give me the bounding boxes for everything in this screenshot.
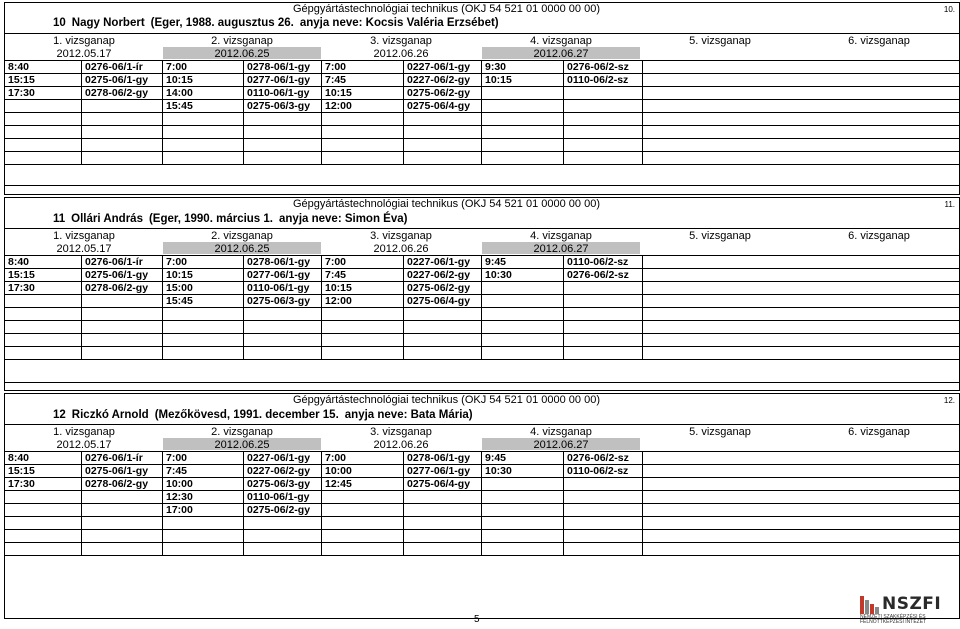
- table-row: [5, 152, 959, 165]
- time-cell: [5, 347, 82, 359]
- block-header: [5, 198, 959, 210]
- time-cell: [482, 113, 564, 125]
- time-cell: 15:45: [163, 100, 244, 112]
- module-cell: [564, 491, 643, 503]
- table-row: [5, 100, 959, 113]
- time-cell: [482, 87, 564, 99]
- table-row: [5, 517, 959, 530]
- candidate-mother: anyja neve: Simon Éva): [279, 213, 408, 225]
- module-cell: 0275-06/1-gy: [82, 465, 163, 477]
- time-cell: 10:15: [163, 74, 244, 86]
- module-cell: 0227-06/1-gy: [404, 256, 482, 268]
- module-cell: 0278-06/1-gy: [244, 256, 322, 268]
- exam-day-label: 1. vizsganap: [53, 426, 115, 438]
- module-cell: 0227-06/1-gy: [404, 61, 482, 73]
- time-cell: 17:30: [5, 282, 82, 294]
- module-cell: 0276-06/1-ír: [82, 452, 163, 464]
- qualification-title: Gépgyártástechnológiai technikus (OKJ 54 521 01 0000 00 00): [293, 394, 600, 406]
- time-cell: [163, 347, 244, 359]
- time-cell: 12:30: [163, 491, 244, 503]
- page-number: 5: [474, 614, 480, 625]
- time-cell: 7:00: [163, 256, 244, 268]
- module-cell: 0276-06/2-sz: [564, 61, 643, 73]
- time-cell: [482, 139, 564, 151]
- module-cell: [244, 543, 322, 555]
- module-cell: 0276-06/2-sz: [564, 452, 643, 464]
- module-cell: 0275-06/3-gy: [244, 295, 322, 307]
- exam-day-label: 1. vizsganap: [53, 230, 115, 242]
- time-cell: [482, 282, 564, 294]
- exam-day-label: 4. vizsganap: [530, 35, 592, 47]
- table-row: [5, 269, 959, 282]
- candidate-birth: (Eger, 1988. augusztus 26.: [150, 17, 294, 29]
- exam-date: 2012.05.17: [56, 439, 112, 451]
- logo-mark-icon: [860, 596, 880, 614]
- time-cell: [5, 100, 82, 112]
- time-cell: [322, 491, 404, 503]
- exam-date: 2012.05.17: [56, 243, 112, 255]
- time-cell: 10:15: [322, 87, 404, 99]
- time-cell: 17:30: [5, 478, 82, 490]
- candidate-name: Nagy Norbert: [71, 17, 145, 29]
- time-cell: 17:30: [5, 87, 82, 99]
- module-cell: 0110-06/1-gy: [244, 491, 322, 503]
- module-cell: [404, 321, 482, 333]
- module-cell: [564, 517, 643, 529]
- module-cell: [82, 126, 163, 138]
- block-header: [5, 3, 959, 15]
- time-cell: [482, 334, 564, 346]
- module-cell: [564, 347, 643, 359]
- exam-day-label: 2. vizsganap: [211, 230, 273, 242]
- time-cell: [5, 504, 82, 516]
- time-cell: [482, 491, 564, 503]
- time-cell: [5, 139, 82, 151]
- time-cell: [482, 504, 564, 516]
- time-cell: [5, 321, 82, 333]
- time-cell: 12:45: [322, 478, 404, 490]
- time-cell: 15:15: [5, 465, 82, 477]
- exam-date: 2012.06.27: [533, 243, 589, 255]
- module-cell: 0278-06/2-gy: [82, 282, 163, 294]
- module-cell: 0275-06/3-gy: [244, 100, 322, 112]
- time-cell: 14:00: [163, 87, 244, 99]
- time-cell: [5, 295, 82, 307]
- qualification-title: Gépgyártástechnológiai technikus (OKJ 54 521 01 0000 00 00): [293, 198, 600, 210]
- time-cell: 15:15: [5, 74, 82, 86]
- module-cell: 0276-06/2-sz: [564, 269, 643, 281]
- time-cell: 7:00: [322, 61, 404, 73]
- header-separator: [5, 228, 959, 229]
- module-cell: [82, 347, 163, 359]
- block-index: 10.: [943, 5, 955, 14]
- exam-day-label: 1. vizsganap: [53, 35, 115, 47]
- module-cell: 0277-06/1-gy: [244, 269, 322, 281]
- module-cell: [564, 478, 643, 490]
- time-cell: [322, 152, 404, 164]
- time-cell: [322, 334, 404, 346]
- time-cell: [482, 543, 564, 555]
- time-cell: [322, 126, 404, 138]
- time-cell: [163, 113, 244, 125]
- logo-subtitle: [860, 615, 926, 625]
- table-row: [5, 504, 959, 517]
- module-cell: 0275-06/1-gy: [82, 74, 163, 86]
- module-cell: 0227-06/2-gy: [404, 269, 482, 281]
- module-cell: [564, 139, 643, 151]
- module-cell: [404, 347, 482, 359]
- exam-date: 2012.06.25: [214, 439, 270, 451]
- table-row: [5, 321, 959, 334]
- time-cell: [5, 126, 82, 138]
- time-cell: [163, 126, 244, 138]
- time-cell: [163, 517, 244, 529]
- header-separator: [5, 424, 959, 425]
- module-cell: [404, 504, 482, 516]
- time-cell: 8:40: [5, 61, 82, 73]
- exam-date: 2012.06.26: [373, 439, 429, 451]
- candidate-mother: anyja neve: Bata Mária): [344, 409, 473, 421]
- candidate-block: [4, 393, 960, 619]
- module-cell: 0276-06/1-ír: [82, 256, 163, 268]
- candidate-birth: (Mezőkövesd, 1991. december 15.: [154, 409, 339, 421]
- time-cell: [163, 530, 244, 542]
- time-cell: [322, 347, 404, 359]
- time-cell: 7:45: [322, 269, 404, 281]
- module-cell: [244, 334, 322, 346]
- module-cell: 0275-06/3-gy: [244, 478, 322, 490]
- time-cell: 10:30: [482, 269, 564, 281]
- module-cell: 0275-06/2-gy: [244, 504, 322, 516]
- block-header: [5, 394, 959, 406]
- module-cell: [82, 100, 163, 112]
- module-cell: [244, 308, 322, 320]
- table-row: [5, 452, 959, 465]
- module-cell: [564, 126, 643, 138]
- module-cell: 0277-06/1-gy: [404, 465, 482, 477]
- time-cell: 10:15: [322, 282, 404, 294]
- module-cell: [244, 152, 322, 164]
- module-cell: 0275-06/2-gy: [404, 87, 482, 99]
- module-cell: [244, 139, 322, 151]
- time-cell: [482, 321, 564, 333]
- exam-date: 2012.06.27: [533, 48, 589, 60]
- time-cell: 12:00: [322, 100, 404, 112]
- time-cell: [322, 543, 404, 555]
- time-cell: 8:40: [5, 256, 82, 268]
- module-cell: [404, 334, 482, 346]
- time-cell: [5, 308, 82, 320]
- time-cell: [163, 543, 244, 555]
- time-cell: [322, 139, 404, 151]
- time-cell: 17:00: [163, 504, 244, 516]
- module-cell: 0227-06/2-gy: [244, 465, 322, 477]
- module-cell: [404, 530, 482, 542]
- time-cell: [322, 530, 404, 542]
- time-cell: 7:00: [163, 61, 244, 73]
- time-cell: [163, 321, 244, 333]
- module-cell: 0277-06/1-gy: [244, 74, 322, 86]
- time-cell: [482, 126, 564, 138]
- time-cell: 9:30: [482, 61, 564, 73]
- module-cell: [564, 113, 643, 125]
- module-cell: [244, 530, 322, 542]
- module-cell: [244, 517, 322, 529]
- table-row: [5, 347, 959, 360]
- time-cell: [5, 334, 82, 346]
- table-row: [5, 530, 959, 543]
- exam-day-label: 3. vizsganap: [370, 230, 432, 242]
- table-row: [5, 113, 959, 126]
- time-cell: 7:00: [163, 452, 244, 464]
- table-row: [5, 295, 959, 308]
- time-cell: [163, 334, 244, 346]
- time-cell: [163, 152, 244, 164]
- table-row: [5, 126, 959, 139]
- table-row: [5, 256, 959, 269]
- time-cell: 15:00: [163, 282, 244, 294]
- exam-date: 2012.05.17: [56, 48, 112, 60]
- module-cell: [82, 491, 163, 503]
- module-cell: [564, 152, 643, 164]
- module-cell: [404, 139, 482, 151]
- time-cell: [322, 113, 404, 125]
- module-cell: [404, 113, 482, 125]
- module-cell: [564, 308, 643, 320]
- exam-day-label: 4. vizsganap: [530, 426, 592, 438]
- time-cell: [163, 139, 244, 151]
- time-cell: 10:15: [482, 74, 564, 86]
- time-cell: [5, 152, 82, 164]
- table-row: [5, 139, 959, 152]
- exam-day-label: 2. vizsganap: [211, 426, 273, 438]
- module-cell: [82, 334, 163, 346]
- module-cell: [244, 347, 322, 359]
- time-cell: 12:00: [322, 295, 404, 307]
- module-cell: [82, 543, 163, 555]
- time-cell: 7:45: [163, 465, 244, 477]
- module-cell: 0110-06/1-gy: [244, 282, 322, 294]
- module-cell: [564, 282, 643, 294]
- exam-day-label: 6. vizsganap: [848, 230, 910, 242]
- time-cell: [5, 491, 82, 503]
- exam-day-label: 5. vizsganap: [689, 230, 751, 242]
- exam-date: 2012.06.25: [214, 243, 270, 255]
- candidate-line: [53, 17, 673, 31]
- module-cell: [244, 321, 322, 333]
- module-cell: 0110-06/1-gy: [244, 87, 322, 99]
- module-cell: [564, 295, 643, 307]
- candidate-line: [53, 409, 673, 423]
- time-cell: [482, 295, 564, 307]
- nszfi-logo: [860, 594, 942, 626]
- candidate-name: Ollári András: [71, 213, 143, 225]
- time-cell: 9:45: [482, 452, 564, 464]
- table-row: [5, 87, 959, 100]
- module-cell: [564, 504, 643, 516]
- time-cell: [322, 517, 404, 529]
- time-cell: [482, 517, 564, 529]
- module-cell: 0227-06/1-gy: [244, 452, 322, 464]
- exam-day-label: 6. vizsganap: [848, 426, 910, 438]
- candidate-num: 10: [53, 17, 66, 29]
- module-cell: [564, 543, 643, 555]
- module-cell: [564, 530, 643, 542]
- module-cell: [82, 295, 163, 307]
- time-cell: [322, 321, 404, 333]
- exam-date: 2012.06.26: [373, 243, 429, 255]
- module-cell: 0275-06/2-gy: [404, 282, 482, 294]
- table-row: [5, 61, 959, 74]
- module-cell: 0278-06/1-gy: [404, 452, 482, 464]
- time-cell: 10:00: [163, 478, 244, 490]
- time-cell: 9:45: [482, 256, 564, 268]
- time-cell: 15:15: [5, 269, 82, 281]
- exam-day-label: 3. vizsganap: [370, 426, 432, 438]
- module-cell: 0110-06/2-sz: [564, 465, 643, 477]
- module-cell: [404, 126, 482, 138]
- module-cell: [404, 543, 482, 555]
- candidate-mother: anyja neve: Kocsis Valéria Erzsébet): [299, 17, 499, 29]
- exam-day-label: 4. vizsganap: [530, 230, 592, 242]
- module-cell: [564, 100, 643, 112]
- module-cell: [404, 152, 482, 164]
- time-cell: [322, 308, 404, 320]
- table-row: [5, 478, 959, 491]
- table-row: [5, 491, 959, 504]
- module-cell: [244, 126, 322, 138]
- time-cell: [482, 347, 564, 359]
- module-cell: 0275-06/1-gy: [82, 269, 163, 281]
- exam-date: 2012.06.25: [214, 48, 270, 60]
- module-cell: 0227-06/2-gy: [404, 74, 482, 86]
- exam-date: 2012.06.27: [533, 439, 589, 451]
- module-cell: [82, 113, 163, 125]
- time-cell: [5, 543, 82, 555]
- module-cell: [404, 491, 482, 503]
- module-cell: [82, 139, 163, 151]
- time-cell: [5, 113, 82, 125]
- table-row: [5, 282, 959, 295]
- time-cell: [482, 308, 564, 320]
- logo-wordmark: NSZFI: [882, 594, 942, 614]
- module-cell: [404, 308, 482, 320]
- module-cell: [564, 87, 643, 99]
- module-cell: [82, 321, 163, 333]
- candidate-num: 12: [53, 409, 66, 421]
- module-cell: 0110-06/2-sz: [564, 256, 643, 268]
- time-cell: 10:30: [482, 465, 564, 477]
- header-separator: [5, 33, 959, 34]
- module-cell: 0275-06/4-gy: [404, 100, 482, 112]
- time-cell: 10:00: [322, 465, 404, 477]
- module-cell: 0276-06/1-ír: [82, 61, 163, 73]
- table-row: [5, 74, 959, 87]
- candidate-birth: (Eger, 1990. március 1.: [148, 213, 273, 225]
- module-cell: [82, 308, 163, 320]
- module-cell: [82, 504, 163, 516]
- table-row: [5, 465, 959, 478]
- time-cell: [322, 504, 404, 516]
- table-row: [5, 543, 959, 556]
- exam-day-label: 5. vizsganap: [689, 35, 751, 47]
- block-index: 12.: [943, 396, 955, 405]
- module-cell: [82, 152, 163, 164]
- time-cell: [482, 478, 564, 490]
- candidate-block: [4, 197, 960, 383]
- time-cell: [482, 530, 564, 542]
- exam-date: 2012.06.26: [373, 48, 429, 60]
- module-cell: [564, 321, 643, 333]
- time-cell: [482, 152, 564, 164]
- candidate-name: Riczkó Arnold: [71, 409, 149, 421]
- module-cell: [82, 517, 163, 529]
- module-cell: [82, 530, 163, 542]
- time-cell: 7:00: [322, 452, 404, 464]
- time-cell: 7:00: [322, 256, 404, 268]
- module-cell: [404, 517, 482, 529]
- module-cell: 0278-06/1-gy: [244, 61, 322, 73]
- time-cell: [482, 100, 564, 112]
- exam-day-label: 6. vizsganap: [848, 35, 910, 47]
- logo-subtitle-line2: FELNŐTTKÉPZÉSI INTÉZET: [860, 619, 927, 625]
- candidate-line: [53, 213, 673, 227]
- block-spacer: [4, 382, 960, 391]
- time-cell: 8:40: [5, 452, 82, 464]
- table-row: [5, 334, 959, 347]
- table-row: [5, 308, 959, 321]
- candidate-num: 11: [53, 213, 66, 225]
- module-cell: 0275-06/4-gy: [404, 295, 482, 307]
- time-cell: [5, 517, 82, 529]
- qualification-title: Gépgyártástechnológiai technikus (OKJ 54 521 01 0000 00 00): [293, 3, 600, 15]
- exam-day-label: 5. vizsganap: [689, 426, 751, 438]
- time-cell: 10:15: [163, 269, 244, 281]
- module-cell: 0275-06/4-gy: [404, 478, 482, 490]
- module-cell: [244, 113, 322, 125]
- time-cell: [163, 308, 244, 320]
- block-index: 11.: [944, 200, 955, 209]
- candidate-block: [4, 2, 960, 186]
- time-cell: [5, 530, 82, 542]
- time-cell: 7:45: [322, 74, 404, 86]
- module-cell: [564, 334, 643, 346]
- module-cell: 0278-06/2-gy: [82, 87, 163, 99]
- block-spacer: [4, 186, 960, 195]
- exam-day-label: 3. vizsganap: [370, 35, 432, 47]
- time-cell: 15:45: [163, 295, 244, 307]
- module-cell: 0278-06/2-gy: [82, 478, 163, 490]
- module-cell: 0110-06/2-sz: [564, 74, 643, 86]
- logo-subtitle-line1: NEMZETI SZAKKÉPZÉSI ÉS: [860, 614, 926, 620]
- exam-day-label: 2. vizsganap: [211, 35, 273, 47]
